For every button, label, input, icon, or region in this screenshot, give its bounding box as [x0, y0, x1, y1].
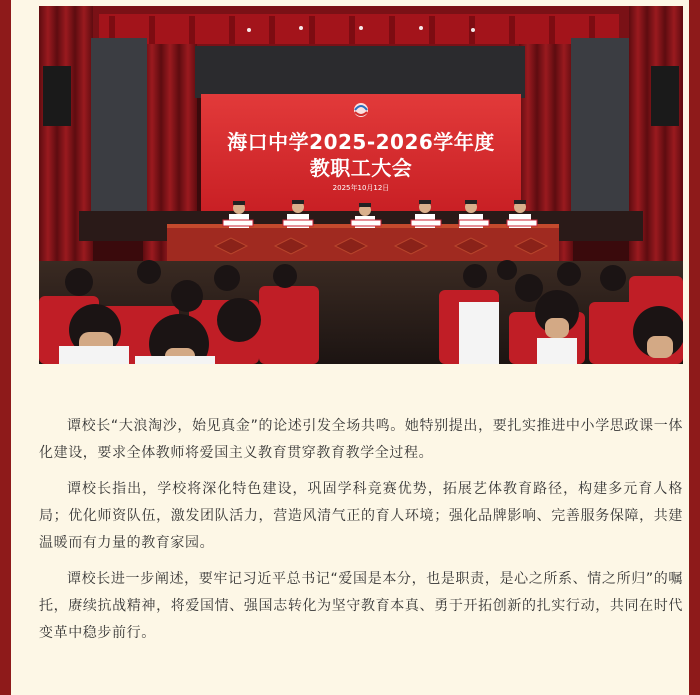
article-paragraph: 谭校长进一步阐述，要牢记习近平总书记“爱国是本分，也是职责，是心之所系、情之所归”的嘱托，赓续抗战精神，将爱国情、强国志转化为坚守教育本真、勇于开拓创新的扎实行动，共同在时代变革中稳步前行。 [39, 571, 683, 641]
banner-title-line2: 教职工大会 [309, 156, 413, 180]
banner-date: 2025年10月12日 [332, 184, 390, 192]
article-body [39, 413, 683, 656]
article-paragraph: 谭校长“大浪淘沙，始见真金”的论述引发全场共鸣。她特别提出，要扎实推进中小学思政课一体化建设，要求全体教师将爱国主义教育贯穿教育教学全过程。 [39, 418, 683, 461]
banner-title-line1: 海口中学2025-2026学年度 [227, 130, 495, 154]
school-logo-icon [354, 103, 368, 117]
meeting-photo [39, 6, 683, 364]
article-paragraph: 谭校长指出，学校将深化特色建设，巩固学科竞赛优势，拓展艺体教育路径，构建多元育人格局；优化师资队伍，激发团队活力，营造风清气正的育人环境；强化品牌影响、完善服务保障，共建温暖而有力量的教育家园。 [39, 481, 683, 551]
